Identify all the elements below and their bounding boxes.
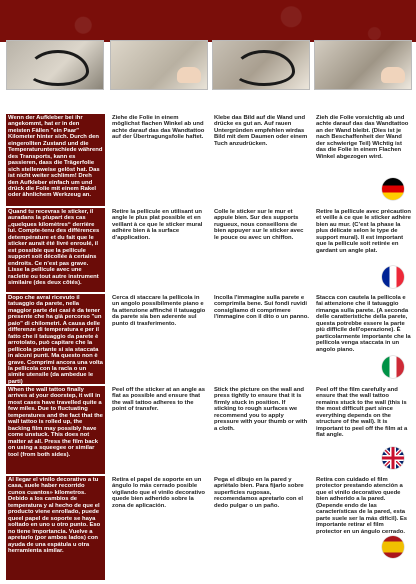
de-text-1: Wenn der Aufkleber bei ihr angekommt, hat er in den meisten Fällen "ein Paar" Kilometer hinter sich. Durch den eingerollten Zustand und die Temperaturunterschiede während des Transports, kann es passieren, dass die Trägerfolie sich stellenweise gelöst hat. Das ist nicht weiter schlimm! Dreh den Aufkleber einfach um und drück die Folie mit einem Rakel oder ähnlichem Werkzeug an. xyxy=(8,115,103,199)
it-cell-2 xyxy=(110,294,209,384)
en-text-2: Peel off the sticker at an angle as flat as possible and ensure that the wall tattoo adheres to the point of transfer. xyxy=(112,387,205,413)
en-text-3: Stick the picture on the wall and press tightly to ensure that it is firmly stuck in position. If sticking to rough surfaces we recommend you to apply pressure with your thumb or with a cloth. xyxy=(214,387,308,432)
de-cell-3 xyxy=(212,114,311,206)
es-cell-3 xyxy=(212,476,311,580)
hand-shape xyxy=(381,67,405,83)
step-photo-3 xyxy=(212,40,310,90)
es-text-2: Retira el papel de soporte en un ángulo lo más cerrado posible vigilando que el vinilo decorativo quede bien adherido sobre la zona de aplicación. xyxy=(112,477,205,509)
fr-cell-3 xyxy=(212,208,311,292)
de-text-2: Ziehe die Folie in einem möglichst flachen Winkel ab und achte darauf das das Wandtattoo auf der Übertragungsfolie haftet. xyxy=(112,115,205,141)
en-text-1: When the wall tattoo finally arrives at your doorstep, it will in most cases have travelled quite a few miles. Due to fluctuating temperatures and the fact that the wall tattoo is rolled up, the backing film may possibly have come unstuck. This does not matter at all. Press the film back on using a squeegee or similar tool (from both sides). xyxy=(8,387,103,458)
es-cell-1 xyxy=(6,476,105,580)
hand-shape xyxy=(177,67,201,83)
uk-flag-graphic xyxy=(382,447,404,469)
it-text-3: Incolla l'immagine sulla parete e comprimila bene. Sui fondi ruvidi consigliamo di comprimere l'immagine con il dito o un panno. xyxy=(214,295,309,321)
de-cell-1 xyxy=(6,114,105,206)
german-flag-icon xyxy=(382,178,404,200)
es-cell-2 xyxy=(110,476,209,580)
ornament-shape xyxy=(27,50,89,86)
de-text-4: Zieh die Folie vorsichtig ab und achte darauf das das Wandtattoo an der Wand bleibt. (Dies ist je nach Beschaffenheit der Wand der schwierige Teil) Wichtig ist das die Folie in einem Flachen Winkel abgezogen wird. xyxy=(316,115,409,160)
fr-text-1: Quand tu recevras le sticker, il auradans la plupart des cas „quelques kilomètres“ derrière lui. Compte-tenu des différences detempérature et du fait que le sticker aurait été livré enroulé, il est possible que la pellicule support soit décollée à certains endroits. Ce n’est pas grave. Lisse la pellicule avec une raclette ou tout autre instrument similaire (des deux côtés). xyxy=(8,209,100,286)
es-text-1: Al llegar el vinilo decorativo a tu casa, suele haber recorrido cunos cuantos» kilometros. Debido a los cambios de temperatura y al hecho de que el producto viene enrollado, puede queel papel de soporte se haya soltado en uno u otro punto. Eso no tiene importancia. Vuelve a apretarlo (por ambos lados) con ayuda de una espátula u otra herramienta similar. xyxy=(8,477,101,554)
spanish-flag-icon xyxy=(382,536,404,558)
step-photo-2 xyxy=(110,40,208,90)
ornament-shape xyxy=(233,50,295,86)
es-text-3: Pega el dibujo en la pared y apriétalo bien. Para fijarlo sobre superficies rugosas, recomendamos apretarlo con el dedo pulgar o un paño. xyxy=(214,477,304,509)
step-photo-4 xyxy=(314,40,412,90)
french-flag-icon xyxy=(382,266,404,288)
fr-text-3: Colle le sticker sur le mur et appuie bien. Sur des supports rugueux, nous conseillons de bien appuyer sur le sticker avec le pouce ou avec un chiffon. xyxy=(214,209,304,241)
it-text-1: Dopo che avrai ricevuto il tatuaggio da parete, nella maggior parte dei casi è da tener presente che ha già percorso "un paio" di chilometri. A causa delle differenze di temperatura e per il fatto che il tatuaggio da parete è arrotolato, può capitare che la pellicola portante si sia staccata in alcuni punti. Ma questo non è grave. Comprimi ancora una volta la pellicola con la racla o un simile utensile (da ambedue le parti) xyxy=(8,295,103,384)
step-photo-1 xyxy=(6,40,104,90)
es-text-4: Retira con cuidado el film protector prestando atención a que el vinilo decorativo quede bien adherido a la pared. (Depende endo de las características de la pared, esta parte suele ser la más difícil). Es importante retirar el film protector en un ángulo cerrado. xyxy=(316,477,408,535)
fr-cell-2 xyxy=(110,208,209,292)
en-cell-1 xyxy=(6,386,105,474)
en-cell-2 xyxy=(110,386,209,474)
it-cell-3 xyxy=(212,294,311,384)
fr-text-2: Retire la pellicule en utilisant un angle le plus plat possible et en veillant à ce que le sticker mural adhère bien à la surface d’application. xyxy=(112,209,203,241)
es-cell-4 xyxy=(314,476,413,580)
fr-cell-1 xyxy=(6,208,105,292)
uk-flag-icon xyxy=(382,447,404,469)
en-text-4: Peel off the film carefully and ensure that the wall tattoo remains stuck to the wall (this is the most difficult part since everything depends on the structure of the wall). It is important to peel off the film at a flat angle. xyxy=(316,387,408,439)
en-cell-3 xyxy=(212,386,311,474)
it-text-4: Stacca con cautela la pellicola e fai attenzione che il tatuaggio rimanga sulla parete. (A seconda delle caratteristiche della parete, questa potrebbe essere la parte più difficile dell'operazione). È particolarmente importante che la pellicola venga staccata in un angolo piano. xyxy=(316,295,411,353)
de-text-3: Klebe das Bild auf die Wand und drücke es gut an. Auf rauen Untergründen empfehlen wirdas Bild mit dem Daumen oder einem Tuch anzudrücken. xyxy=(214,115,308,147)
it-cell-1 xyxy=(6,294,105,384)
de-cell-2 xyxy=(110,114,209,206)
fr-text-4: Retire la pellicule avec précaution et veille à ce que le sticker adhère bien au mur. (C’est la phase la plus délicate selon le type de support mural). Il est important que la pellicule soit retirée en gardant un angle plat. xyxy=(316,209,411,254)
italian-flag-icon xyxy=(382,356,404,378)
header-banner xyxy=(0,0,416,42)
it-text-2: Cerca di staccare la pellicola in un angolo possibilmente piano e fa attenzione affinché il tatuaggio da parete sia ben aderente sul punto di trasferimento. xyxy=(112,295,206,327)
